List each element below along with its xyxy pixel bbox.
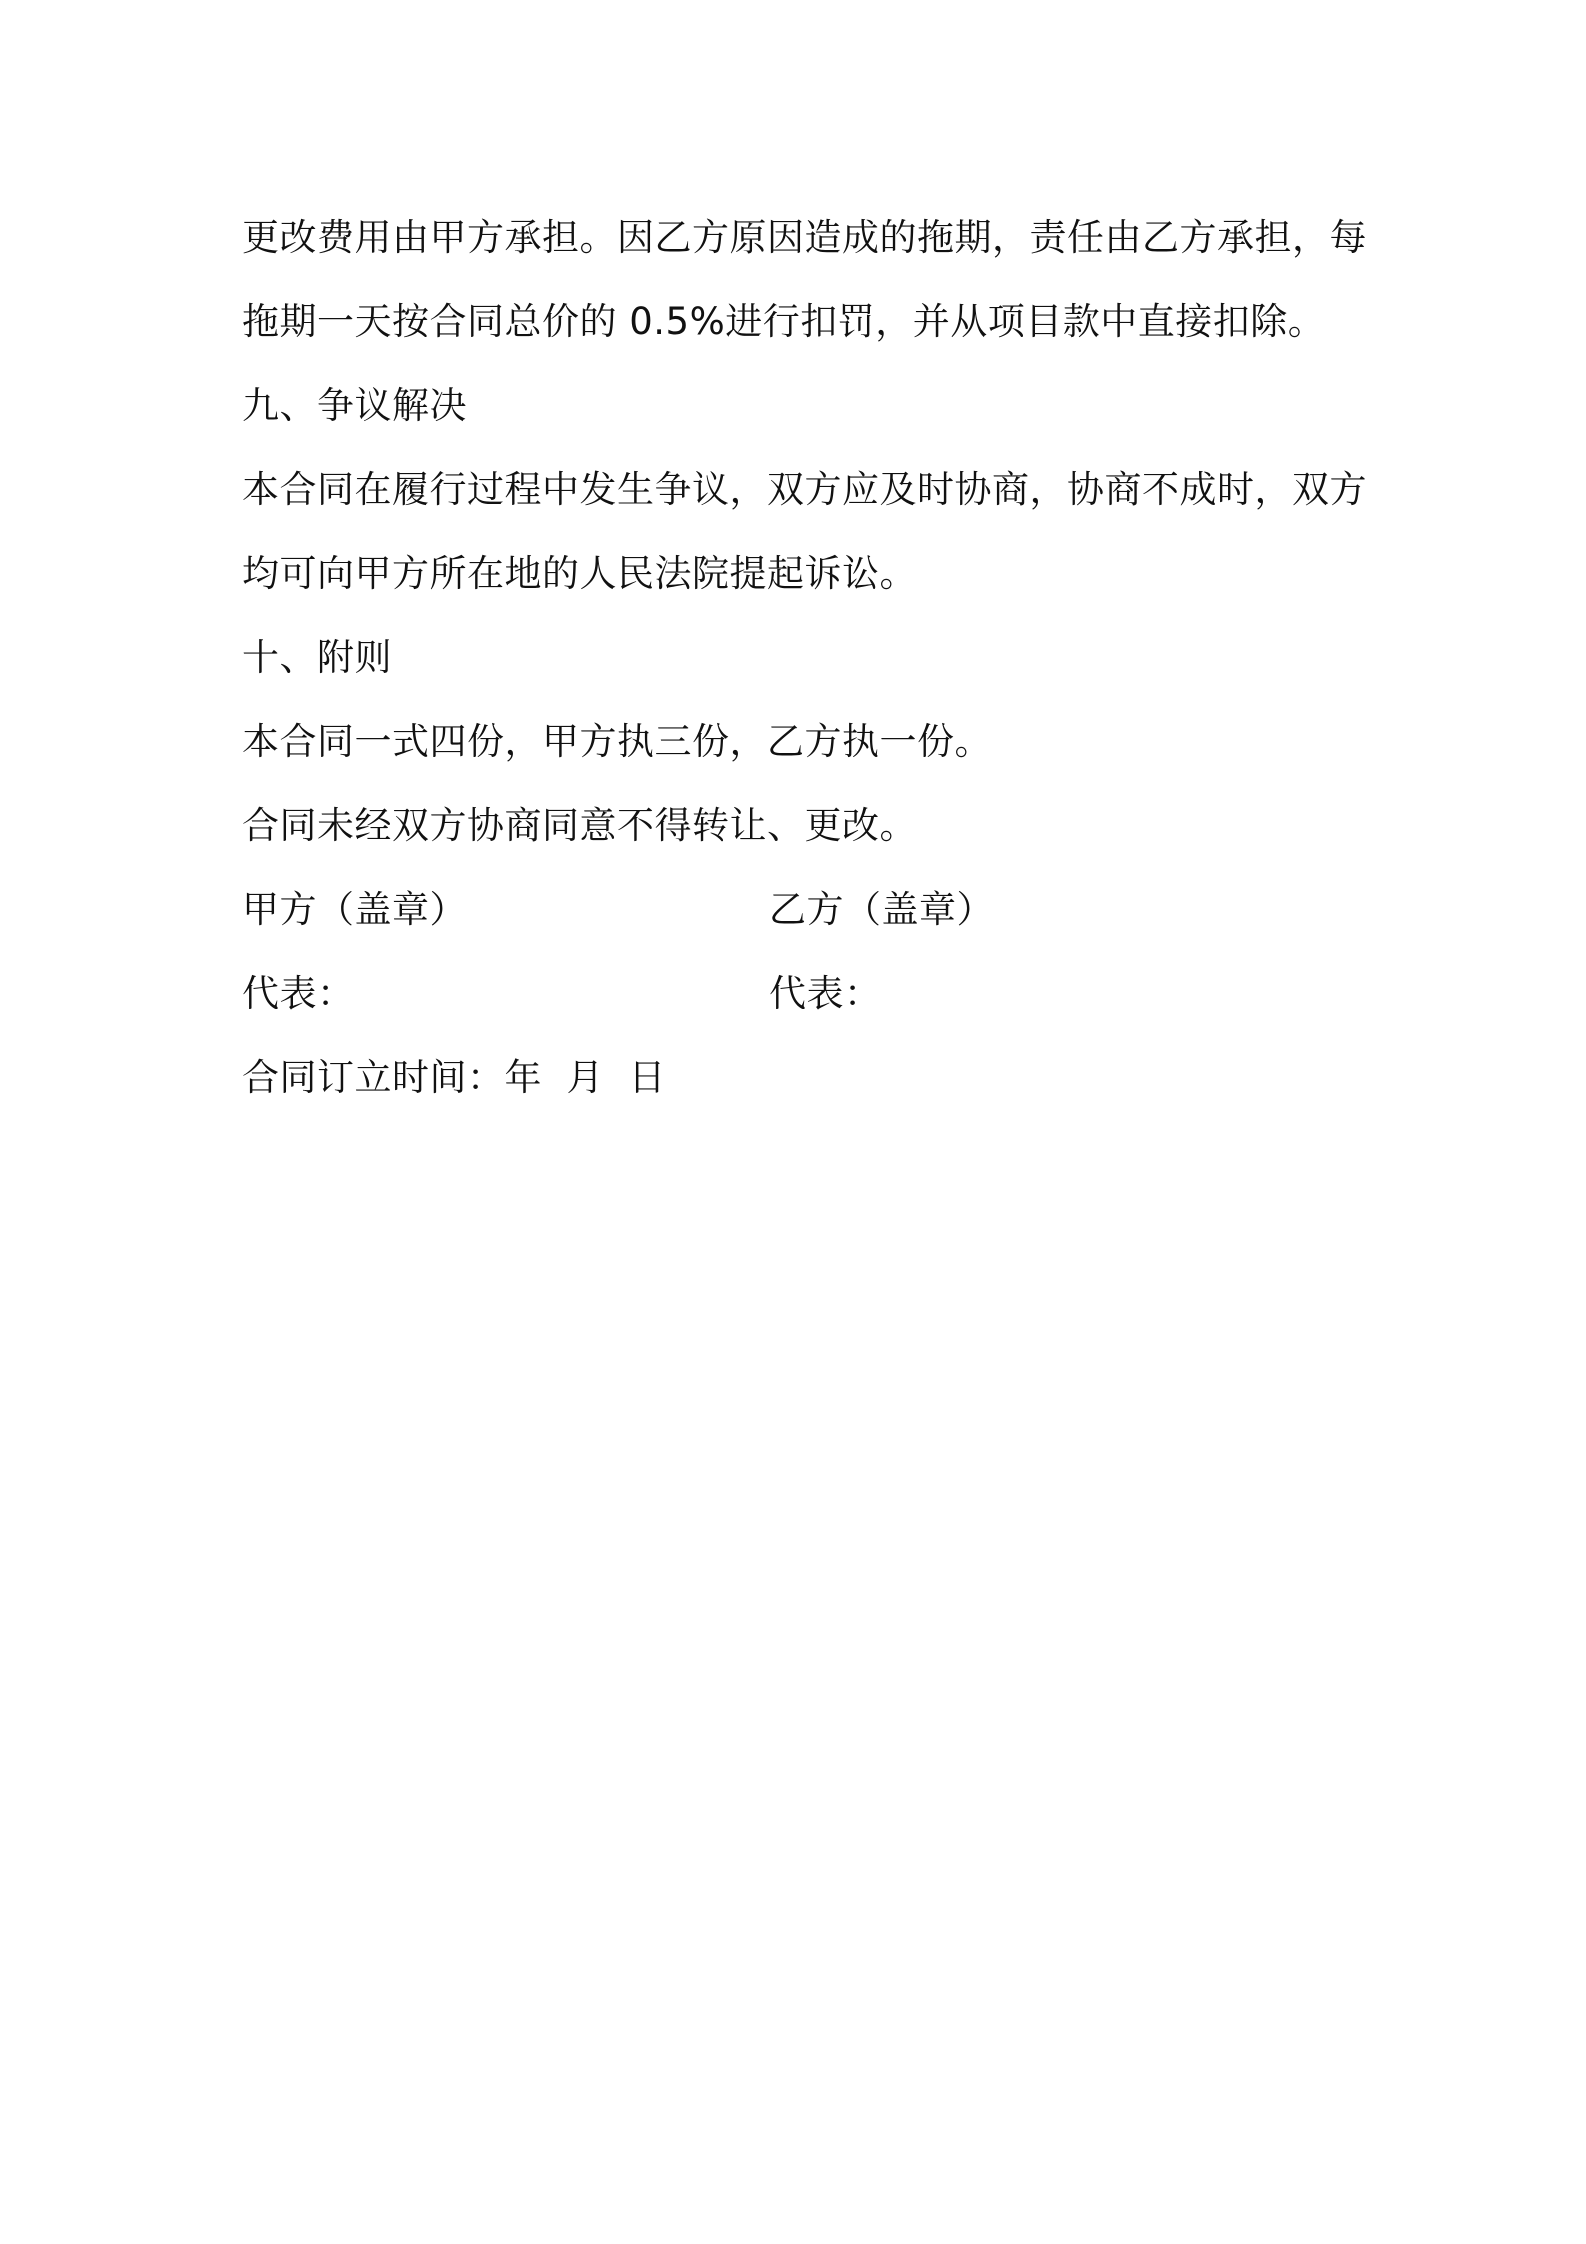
party-a-seal: 甲方（盖章） (242, 888, 467, 931)
paragraph-copies: 本合同一式四份，甲方执三份，乙方执一份。 (242, 720, 992, 763)
paragraph-dispute-2: 均可向甲方所在地的人民法院提起诉讼。 (242, 552, 917, 595)
party-a-representative: 代表： (242, 972, 355, 1015)
signature-seal-row (242, 868, 1362, 952)
section-heading-supplementary: 十、附则 (242, 636, 392, 679)
contract-sign-date: 合同订立时间：年 月 日 (242, 1056, 667, 1099)
party-b-representative: 代表： (769, 972, 882, 1015)
paragraph-delay-penalty: 拖期一天按合同总价的 0.5%进行扣罚，并从项目款中直接扣除。 (242, 300, 1326, 343)
paragraph-delay-costs: 更改费用由甲方承担。因乙方原因造成的拖期，责任由乙方承担，每 (242, 216, 1367, 259)
paragraph-no-transfer: 合同未经双方协商同意不得转让、更改。 (242, 804, 917, 847)
paragraph-dispute-1: 本合同在履行过程中发生争议，双方应及时协商，协商不成时，双方 (242, 468, 1367, 511)
section-heading-dispute: 九、争议解决 (242, 384, 467, 427)
signature-rep-row (242, 952, 1362, 1036)
party-b-seal: 乙方（盖章） (769, 888, 994, 931)
document-body (242, 196, 1367, 1120)
